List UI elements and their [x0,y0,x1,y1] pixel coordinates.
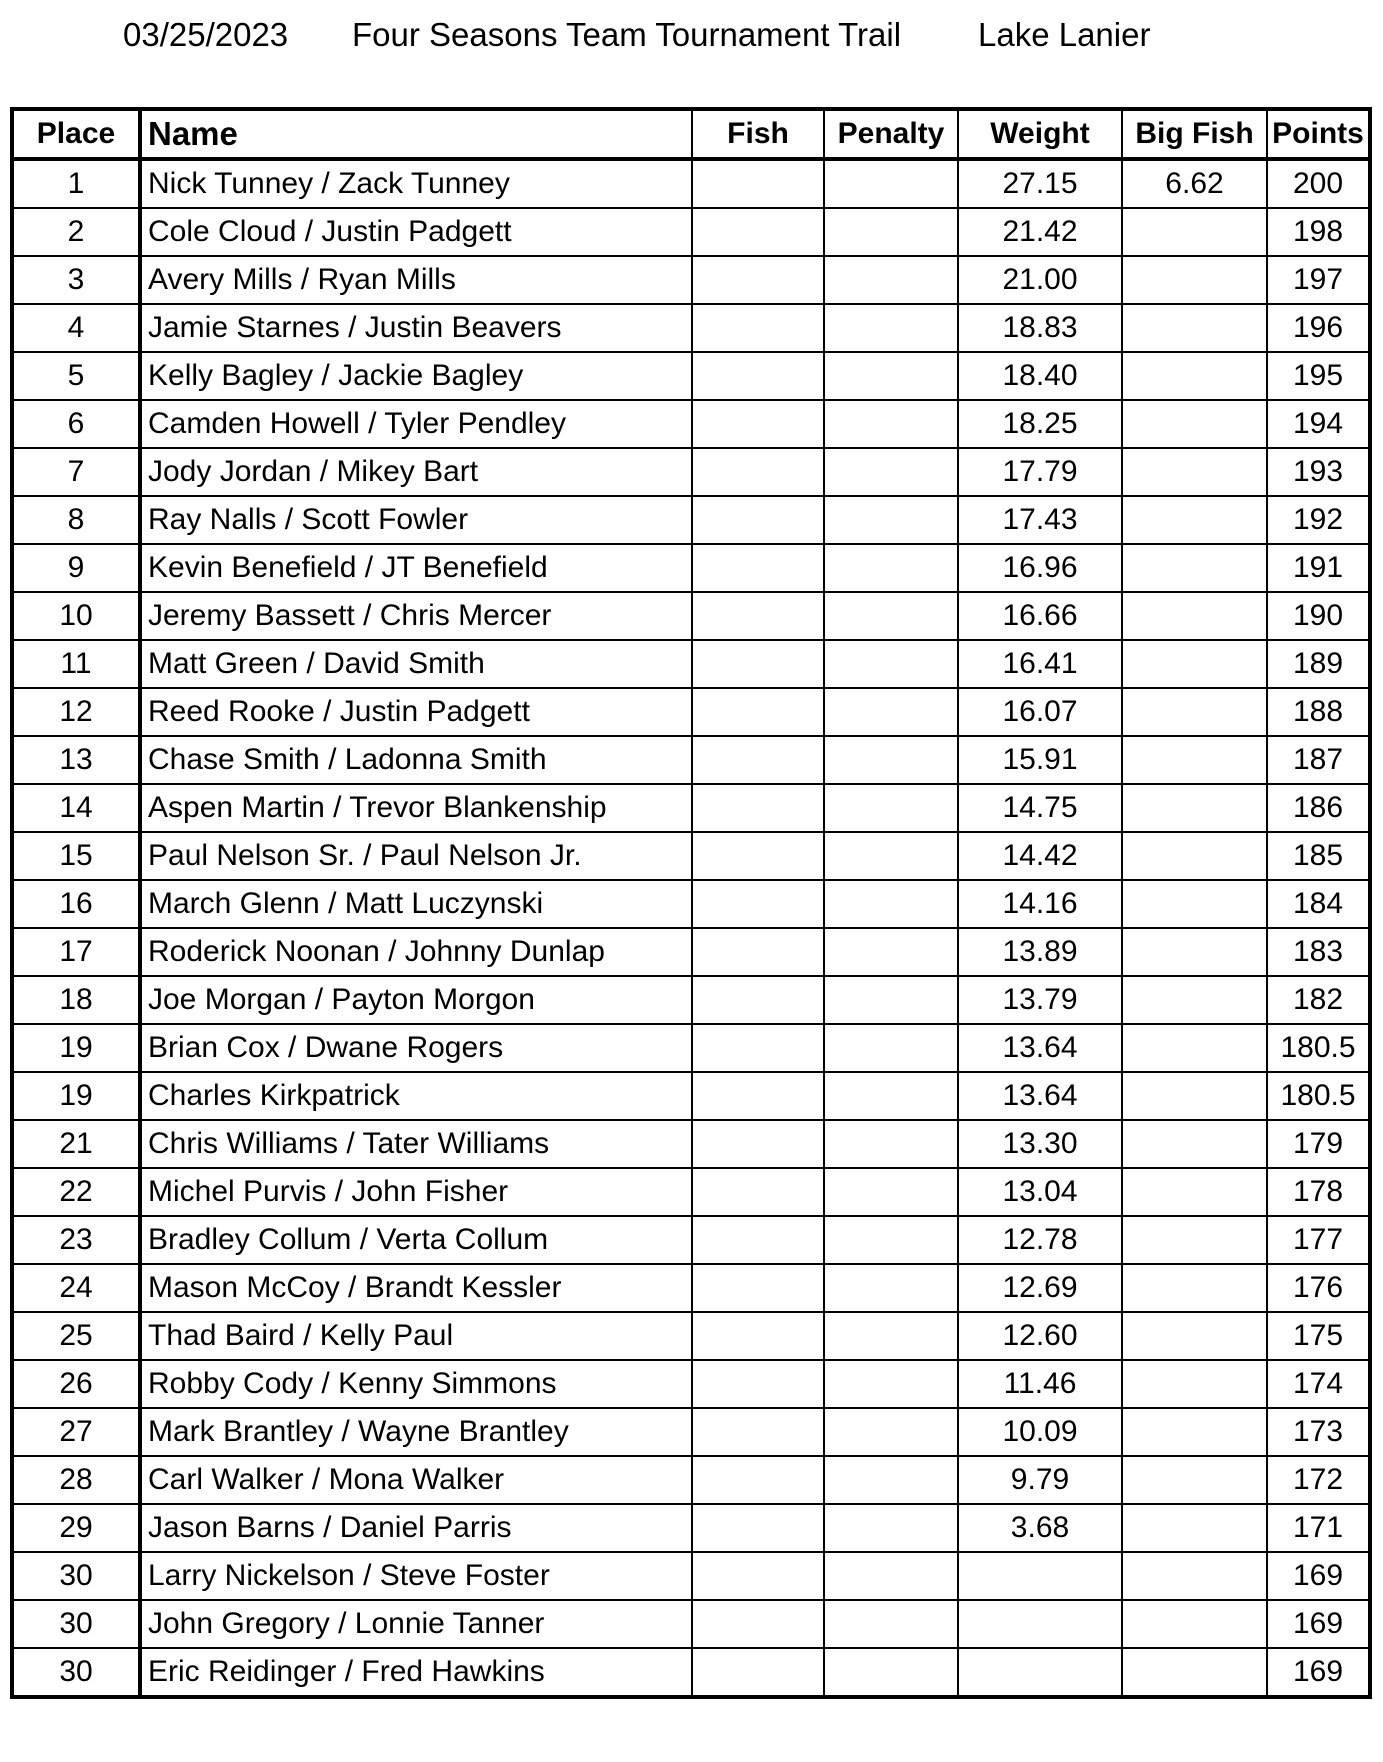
weight-cell [958,1600,1122,1648]
place-cell: 25 [12,1312,140,1360]
big-fish-cell [1122,1216,1267,1264]
table-row [12,496,1370,544]
table-row [12,1120,1370,1168]
penalty-cell [824,1600,958,1648]
points-cell: 185 [1267,832,1370,880]
weight-cell: 13.04 [958,1168,1122,1216]
place-cell: 30 [12,1552,140,1600]
fish-cell [692,880,824,928]
place-cell: 3 [12,256,140,304]
fish-cell [692,352,824,400]
penalty-cell [824,976,958,1024]
weight-cell: 13.79 [958,976,1122,1024]
fish-cell [692,736,824,784]
points-cell: 184 [1267,880,1370,928]
points-cell: 191 [1267,544,1370,592]
penalty-cell [824,208,958,256]
team-name-cell: Aspen Martin / Trevor Blankenship [140,784,692,832]
table-row [12,400,1370,448]
penalty-cell [824,1552,958,1600]
penalty-cell [824,1168,958,1216]
column-header-weight: Weight [958,109,1122,159]
table-row [12,1168,1370,1216]
points-cell: 190 [1267,592,1370,640]
big-fish-cell [1122,592,1267,640]
weight-cell: 18.40 [958,352,1122,400]
table-row [12,592,1370,640]
big-fish-cell [1122,352,1267,400]
weight-cell: 27.15 [958,159,1122,208]
column-header-penalty: Penalty [824,109,958,159]
points-cell: 188 [1267,688,1370,736]
weight-cell: 14.16 [958,880,1122,928]
weight-cell: 21.00 [958,256,1122,304]
weight-cell: 14.75 [958,784,1122,832]
penalty-cell [824,1456,958,1504]
fish-cell [692,1216,824,1264]
team-name-cell: Jamie Starnes / Justin Beavers [140,304,692,352]
big-fish-cell [1122,1552,1267,1600]
place-cell: 22 [12,1168,140,1216]
table-row [12,1504,1370,1552]
weight-cell [958,1648,1122,1697]
penalty-cell [824,448,958,496]
place-cell: 2 [12,208,140,256]
table-row [12,1264,1370,1312]
weight-cell: 16.96 [958,544,1122,592]
column-header-points: Points [1267,109,1370,159]
table-row [12,1312,1370,1360]
weight-cell: 13.64 [958,1072,1122,1120]
fish-cell [692,1168,824,1216]
place-cell: 16 [12,880,140,928]
team-name-cell: Kevin Benefield / JT Benefield [140,544,692,592]
fish-cell [692,208,824,256]
team-name-cell: Ray Nalls / Scott Fowler [140,496,692,544]
penalty-cell [824,736,958,784]
big-fish-cell [1122,1600,1267,1648]
table-row [12,880,1370,928]
penalty-cell [824,400,958,448]
penalty-cell [824,784,958,832]
points-cell: 192 [1267,496,1370,544]
team-name-cell: Cole Cloud / Justin Padgett [140,208,692,256]
big-fish-cell [1122,544,1267,592]
fish-cell [692,1360,824,1408]
place-cell: 21 [12,1120,140,1168]
place-cell: 12 [12,688,140,736]
penalty-cell [824,1120,958,1168]
table-row [12,1024,1370,1072]
team-name-cell: Chase Smith / Ladonna Smith [140,736,692,784]
big-fish-cell [1122,1168,1267,1216]
team-name-cell: Avery Mills / Ryan Mills [140,256,692,304]
big-fish-cell [1122,1360,1267,1408]
big-fish-cell [1122,448,1267,496]
place-cell: 10 [12,592,140,640]
fish-cell [692,1600,824,1648]
place-cell: 9 [12,544,140,592]
penalty-cell [824,544,958,592]
penalty-cell [824,880,958,928]
big-fish-cell [1122,1648,1267,1697]
team-name-cell: Reed Rooke / Justin Padgett [140,688,692,736]
points-cell: 193 [1267,448,1370,496]
team-name-cell: Joe Morgan / Payton Morgon [140,976,692,1024]
points-cell: 176 [1267,1264,1370,1312]
weight-cell [958,1552,1122,1600]
team-name-cell: Jody Jordan / Mikey Bart [140,448,692,496]
weight-cell: 12.69 [958,1264,1122,1312]
points-cell: 180.5 [1267,1072,1370,1120]
weight-cell: 12.60 [958,1312,1122,1360]
team-name-cell: Michel Purvis / John Fisher [140,1168,692,1216]
fish-cell [692,1072,824,1120]
penalty-cell [824,1504,958,1552]
tournament-location: Lake Lanier [978,16,1151,53]
team-name-cell: Jason Barns / Daniel Parris [140,1504,692,1552]
penalty-cell [824,1216,958,1264]
table-row [12,1408,1370,1456]
team-name-cell: Kelly Bagley / Jackie Bagley [140,352,692,400]
table-row [12,1648,1370,1697]
penalty-cell [824,688,958,736]
tournament-title: Four Seasons Team Tournament Trail [352,16,902,53]
weight-cell: 10.09 [958,1408,1122,1456]
table-row [12,928,1370,976]
team-name-cell: Thad Baird / Kelly Paul [140,1312,692,1360]
place-cell: 18 [12,976,140,1024]
place-cell: 26 [12,1360,140,1408]
weight-cell: 9.79 [958,1456,1122,1504]
table-row [12,1600,1370,1648]
big-fish-cell [1122,304,1267,352]
table-row [12,352,1370,400]
team-name-cell: Bradley Collum / Verta Collum [140,1216,692,1264]
team-name-cell: Chris Williams / Tater Williams [140,1120,692,1168]
penalty-cell [824,1360,958,1408]
fish-cell [692,832,824,880]
fish-cell [692,976,824,1024]
fish-cell [692,928,824,976]
big-fish-cell [1122,1264,1267,1312]
points-cell: 174 [1267,1360,1370,1408]
place-cell: 30 [12,1600,140,1648]
weight-cell: 14.42 [958,832,1122,880]
place-cell: 11 [12,640,140,688]
points-cell: 194 [1267,400,1370,448]
weight-cell: 3.68 [958,1504,1122,1552]
fish-cell [692,1408,824,1456]
place-cell: 28 [12,1456,140,1504]
place-cell: 29 [12,1504,140,1552]
fish-cell [692,448,824,496]
table-row [12,256,1370,304]
weight-cell: 16.07 [958,688,1122,736]
penalty-cell [824,1408,958,1456]
points-cell: 180.5 [1267,1024,1370,1072]
penalty-cell [824,304,958,352]
column-header-big-fish: Big Fish [1122,109,1267,159]
fish-cell [692,544,824,592]
team-name-cell: Charles Kirkpatrick [140,1072,692,1120]
table-row [12,544,1370,592]
penalty-cell [824,1072,958,1120]
team-name-cell: Camden Howell / Tyler Pendley [140,400,692,448]
big-fish-cell [1122,928,1267,976]
table-row [12,640,1370,688]
points-cell: 198 [1267,208,1370,256]
big-fish-cell [1122,1408,1267,1456]
points-cell: 182 [1267,976,1370,1024]
table-row [12,1456,1370,1504]
table-row [12,976,1370,1024]
table-row [12,208,1370,256]
weight-cell: 17.43 [958,496,1122,544]
fish-cell [692,592,824,640]
points-cell: 197 [1267,256,1370,304]
team-name-cell: Nick Tunney / Zack Tunney [140,159,692,208]
big-fish-cell [1122,832,1267,880]
points-cell: 183 [1267,928,1370,976]
penalty-cell [824,159,958,208]
points-cell: 169 [1267,1552,1370,1600]
fish-cell [692,1648,824,1697]
fish-cell [692,304,824,352]
place-cell: 14 [12,784,140,832]
penalty-cell [824,1648,958,1697]
big-fish-cell: 6.62 [1122,159,1267,208]
fish-cell [692,1120,824,1168]
big-fish-cell [1122,640,1267,688]
team-name-cell: Roderick Noonan / Johnny Dunlap [140,928,692,976]
big-fish-cell [1122,1072,1267,1120]
points-cell: 189 [1267,640,1370,688]
weight-cell: 16.66 [958,592,1122,640]
place-cell: 1 [12,159,140,208]
points-cell: 172 [1267,1456,1370,1504]
big-fish-cell [1122,208,1267,256]
weight-cell: 21.42 [958,208,1122,256]
place-cell: 8 [12,496,140,544]
team-name-cell: Matt Green / David Smith [140,640,692,688]
fish-cell [692,688,824,736]
column-header-name: Name [140,109,692,159]
team-name-cell: John Gregory / Lonnie Tanner [140,1600,692,1648]
penalty-cell [824,832,958,880]
points-cell: 175 [1267,1312,1370,1360]
table-row [12,1216,1370,1264]
weight-cell: 18.83 [958,304,1122,352]
place-cell: 19 [12,1072,140,1120]
table-row [12,159,1370,208]
points-cell: 177 [1267,1216,1370,1264]
points-cell: 169 [1267,1648,1370,1697]
fish-cell [692,1264,824,1312]
place-cell: 4 [12,304,140,352]
points-cell: 187 [1267,736,1370,784]
big-fish-cell [1122,1120,1267,1168]
weight-cell: 12.78 [958,1216,1122,1264]
big-fish-cell [1122,400,1267,448]
penalty-cell [824,1264,958,1312]
place-cell: 30 [12,1648,140,1697]
big-fish-cell [1122,976,1267,1024]
team-name-cell: Paul Nelson Sr. / Paul Nelson Jr. [140,832,692,880]
table-row [12,736,1370,784]
fish-cell [692,1552,824,1600]
fish-cell [692,1312,824,1360]
results-body [12,159,1370,1697]
penalty-cell [824,1312,958,1360]
table-row [12,304,1370,352]
column-header-fish: Fish [692,109,824,159]
penalty-cell [824,1024,958,1072]
fish-cell [692,640,824,688]
penalty-cell [824,640,958,688]
column-header-place: Place [12,109,140,159]
place-cell: 23 [12,1216,140,1264]
place-cell: 15 [12,832,140,880]
table-row [12,784,1370,832]
big-fish-cell [1122,1312,1267,1360]
place-cell: 24 [12,1264,140,1312]
fish-cell [692,784,824,832]
points-cell: 179 [1267,1120,1370,1168]
results-table [10,107,1372,1699]
fish-cell [692,496,824,544]
place-cell: 13 [12,736,140,784]
fish-cell [692,159,824,208]
tournament-date: 03/25/2023 [123,16,289,53]
weight-cell: 15.91 [958,736,1122,784]
header-row [12,109,1370,159]
penalty-cell [824,496,958,544]
team-name-cell: Robby Cody / Kenny Simmons [140,1360,692,1408]
penalty-cell [824,592,958,640]
team-name-cell: Eric Reidinger / Fred Hawkins [140,1648,692,1697]
big-fish-cell [1122,256,1267,304]
big-fish-cell [1122,736,1267,784]
points-cell: 196 [1267,304,1370,352]
place-cell: 19 [12,1024,140,1072]
penalty-cell [824,256,958,304]
penalty-cell [824,352,958,400]
team-name-cell: Carl Walker / Mona Walker [140,1456,692,1504]
big-fish-cell [1122,880,1267,928]
weight-cell: 18.25 [958,400,1122,448]
team-name-cell: Brian Cox / Dwane Rogers [140,1024,692,1072]
table-row [12,1072,1370,1120]
points-cell: 195 [1267,352,1370,400]
place-cell: 27 [12,1408,140,1456]
weight-cell: 13.64 [958,1024,1122,1072]
table-row [12,1552,1370,1600]
fish-cell [692,1504,824,1552]
fish-cell [692,400,824,448]
weight-cell: 16.41 [958,640,1122,688]
place-cell: 17 [12,928,140,976]
points-cell: 173 [1267,1408,1370,1456]
place-cell: 6 [12,400,140,448]
team-name-cell: Jeremy Bassett / Chris Mercer [140,592,692,640]
team-name-cell: March Glenn / Matt Luczynski [140,880,692,928]
place-cell: 7 [12,448,140,496]
table-row [12,832,1370,880]
big-fish-cell [1122,1456,1267,1504]
weight-cell: 17.79 [958,448,1122,496]
fish-cell [692,1024,824,1072]
points-cell: 171 [1267,1504,1370,1552]
team-name-cell: Mason McCoy / Brandt Kessler [140,1264,692,1312]
weight-cell: 11.46 [958,1360,1122,1408]
team-name-cell: Larry Nickelson / Steve Foster [140,1552,692,1600]
page-header [0,12,1383,58]
big-fish-cell [1122,784,1267,832]
fish-cell [692,1456,824,1504]
points-cell: 178 [1267,1168,1370,1216]
place-cell: 5 [12,352,140,400]
big-fish-cell [1122,496,1267,544]
team-name-cell: Mark Brantley / Wayne Brantley [140,1408,692,1456]
big-fish-cell [1122,1504,1267,1552]
table-row [12,1360,1370,1408]
points-cell: 186 [1267,784,1370,832]
table-row [12,688,1370,736]
points-cell: 200 [1267,159,1370,208]
big-fish-cell [1122,1024,1267,1072]
weight-cell: 13.30 [958,1120,1122,1168]
weight-cell: 13.89 [958,928,1122,976]
points-cell: 169 [1267,1600,1370,1648]
penalty-cell [824,928,958,976]
table-row [12,448,1370,496]
big-fish-cell [1122,688,1267,736]
fish-cell [692,256,824,304]
